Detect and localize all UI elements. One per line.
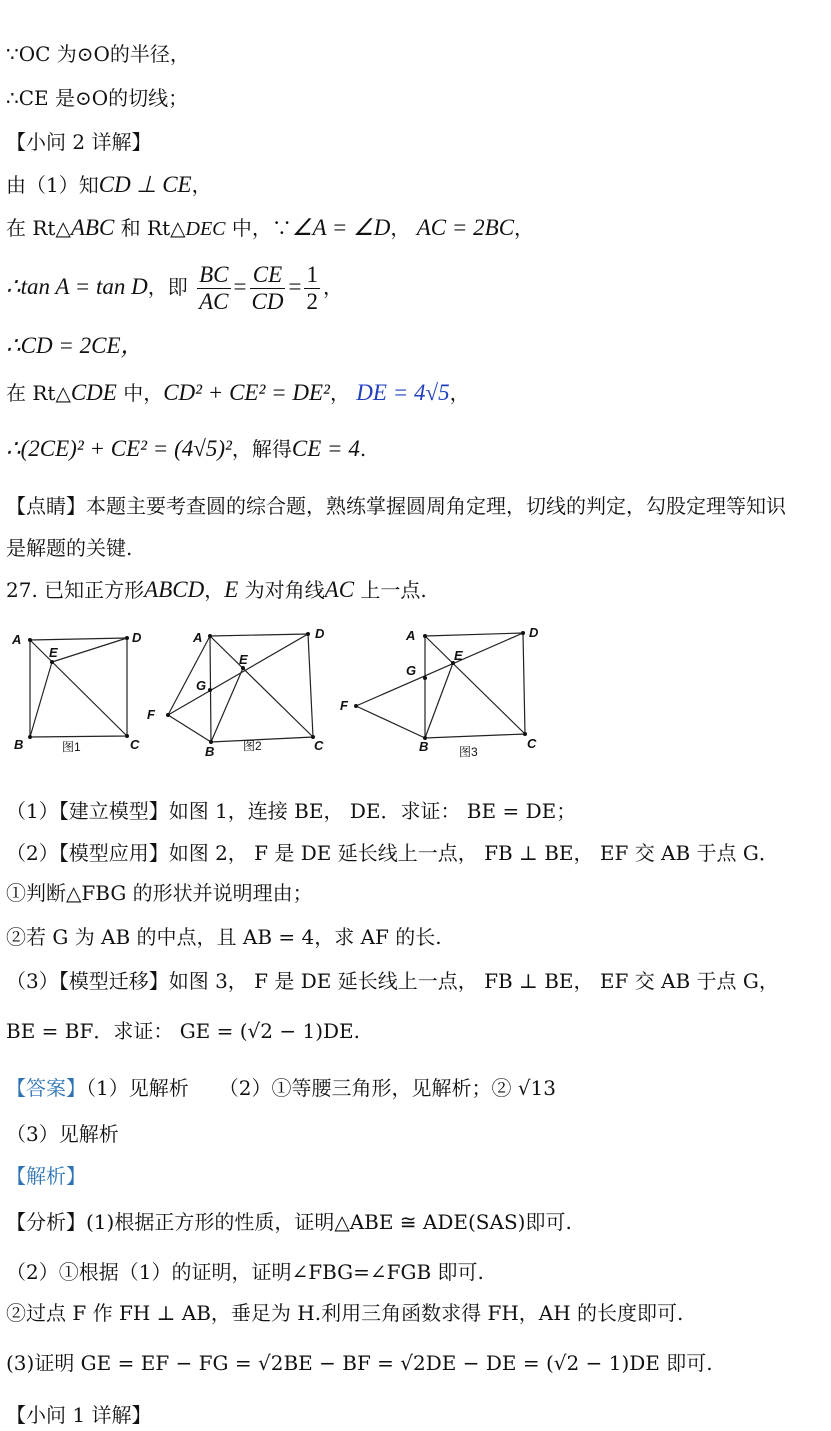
- analysis-line-4: (3)证明 GE = EF − FG = √2BE − BF = √2DE − DE = (√2 − 1)DE 即可.: [6, 1351, 713, 1375]
- fig1-label-b: B: [14, 737, 24, 752]
- section-heading-q1: 【小问 1 详解】: [6, 1403, 152, 1427]
- text: 在 Rt△: [6, 381, 71, 405]
- math-dec: DEC: [185, 218, 226, 240]
- analysis-line-2: （2）①根据（1）的证明，证明∠FBG=∠FGB 即可.: [6, 1260, 484, 1284]
- fig2-label-d: D: [315, 626, 325, 641]
- denominator: CD: [251, 289, 284, 314]
- numerator: BC: [199, 262, 229, 287]
- text: ，: [390, 216, 417, 240]
- fig3-label-d: D: [529, 625, 539, 640]
- text: ，解得: [231, 437, 292, 461]
- text: ，: [191, 173, 212, 197]
- question-2: （2）【模型应用】如图 2， F 是 DE 延长线上一点， FB ⊥ BE， EF 交 AB 于点 G．: [6, 841, 779, 865]
- text: 27. 已知正方形: [6, 578, 145, 602]
- fig2-label-b: B: [205, 744, 215, 759]
- fig2-label-f: F: [147, 707, 155, 722]
- fig3-label-f: F: [340, 698, 348, 713]
- problem-27-stem: [6, 577, 427, 603]
- fig3-caption: 图3: [459, 745, 478, 759]
- text: ，: [204, 578, 225, 602]
- math-e: E: [224, 577, 239, 602]
- fig1-label-e: E: [49, 645, 58, 660]
- text: 和 Rt△: [114, 216, 186, 240]
- fig2-label-g: G: [196, 678, 207, 693]
- text: 在 Rt△: [6, 216, 71, 240]
- question-3-proof: BE = BF．求证： GE = (√2 − 1)DE.: [6, 1019, 361, 1043]
- math-tan-eq: ∴tan A = tan D: [6, 274, 148, 299]
- text: 中，∵: [225, 216, 292, 240]
- comment-line-1: 【点睛】本题主要考查圆的综合题，熟练掌握圆周角定理，切线的判定，勾股定理等知识: [6, 494, 786, 518]
- line-cd-2ce: ∴CD = 2CE，: [6, 333, 144, 358]
- math-angle-eq: ∠A = ∠D: [291, 215, 391, 240]
- fig3-label-e: E: [454, 648, 463, 663]
- text: ，: [329, 381, 350, 405]
- fig3-label-a: A: [406, 628, 416, 643]
- fraction-ce-cd: [250, 262, 286, 315]
- fraction-one-half: [304, 262, 320, 315]
- line-ce-tangent: ∴CE 是⊙O的切线；: [6, 86, 189, 110]
- text: .: [359, 437, 367, 461]
- question-2-part-1: ①判断△FBG 的形状并说明理由；: [6, 881, 313, 905]
- analysis-line-3: ②过点 F 作 FH ⊥ AB，垂足为 H.利用三角函数求得 FH，AH 的长度即可.: [6, 1301, 684, 1325]
- fig2-label-e: E: [239, 652, 248, 667]
- text: 为对角线: [238, 578, 325, 602]
- equals: =: [233, 274, 247, 299]
- text: ，: [514, 216, 535, 240]
- section-heading-q2: 【小问 2 详解】: [6, 130, 152, 154]
- fig2-label-a: A: [193, 630, 203, 645]
- math-equation: ∴(2CE)² + CE² = (4√5)²: [6, 436, 232, 461]
- fig3-label-g: G: [406, 663, 417, 678]
- line-oc-radius: ∵OC 为⊙O的半径，: [6, 42, 190, 66]
- text: ，: [449, 381, 470, 405]
- denominator: AC: [199, 289, 229, 314]
- fig2-label-c: C: [314, 738, 324, 753]
- fig3-label-c: C: [527, 736, 537, 751]
- analysis-tag: 【解析】: [6, 1164, 86, 1188]
- equals: =: [288, 274, 302, 299]
- math-ce-4: CE = 4: [291, 436, 360, 461]
- line-solve-ce: [6, 436, 366, 462]
- comment-line-2: 是解题的关键.: [6, 536, 133, 560]
- line-pythagoras: [6, 380, 470, 406]
- math-de-value: DE = 4√5: [356, 380, 450, 405]
- numerator: CE: [250, 262, 286, 289]
- answer-part-3: （3）见解析: [6, 1122, 119, 1146]
- fig1-label-c: C: [130, 737, 140, 752]
- answer-line: [6, 1075, 556, 1101]
- geometry-figures: [0, 618, 560, 768]
- fig1-label-d: D: [132, 630, 142, 645]
- analysis-line-1: 【分析】(1)根据正方形的性质，证明△ABE ≅ ADE(SAS)即可.: [6, 1210, 572, 1234]
- fig3-label-b: B: [419, 739, 429, 754]
- line-right-triangles: [6, 215, 534, 242]
- line-perpendicular: [6, 172, 212, 198]
- question-2-part-2: ②若 G 为 AB 的中点，且 AB = 4，求 AF 的长.: [6, 925, 442, 949]
- fig1-caption: 图1: [62, 740, 81, 754]
- math-ac: AC: [324, 577, 355, 602]
- text: ，: [322, 275, 343, 299]
- fig2-caption: 图2: [243, 739, 262, 753]
- denominator: 2: [306, 289, 318, 314]
- math-cd-perp-ce: CD ⊥ CE: [98, 172, 192, 197]
- fraction-bc-ac: [197, 262, 230, 315]
- answer-tag: 【答案】: [6, 1076, 86, 1100]
- math-abcd: ABCD: [144, 577, 205, 602]
- line-tan-ratio: [6, 258, 343, 316]
- math-abc: ABC: [70, 215, 115, 240]
- fig1-label-a: A: [12, 632, 22, 647]
- question-3: （3）【模型迁移】如图 3， F 是 DE 延长线上一点， FB ⊥ BE， EF 交 AB 于点 G，: [6, 969, 779, 993]
- math-cde: CDE: [70, 380, 117, 405]
- text: 由（1）知: [6, 173, 99, 197]
- text: 中，: [116, 381, 164, 405]
- math-pythagoras: CD² + CE² = DE²: [163, 380, 330, 405]
- numerator: 1: [306, 262, 318, 287]
- text: ，即: [147, 275, 188, 299]
- question-1: （1）【建立模型】如图 1，连接 BE， DE．求证： BE = DE；: [6, 799, 577, 823]
- math-ac-2bc: AC = 2BC: [416, 215, 515, 240]
- answer-text: （1）见解析 （2）①等腰三角形，见解析；② √13: [86, 1076, 556, 1100]
- text: 上一点.: [354, 578, 427, 602]
